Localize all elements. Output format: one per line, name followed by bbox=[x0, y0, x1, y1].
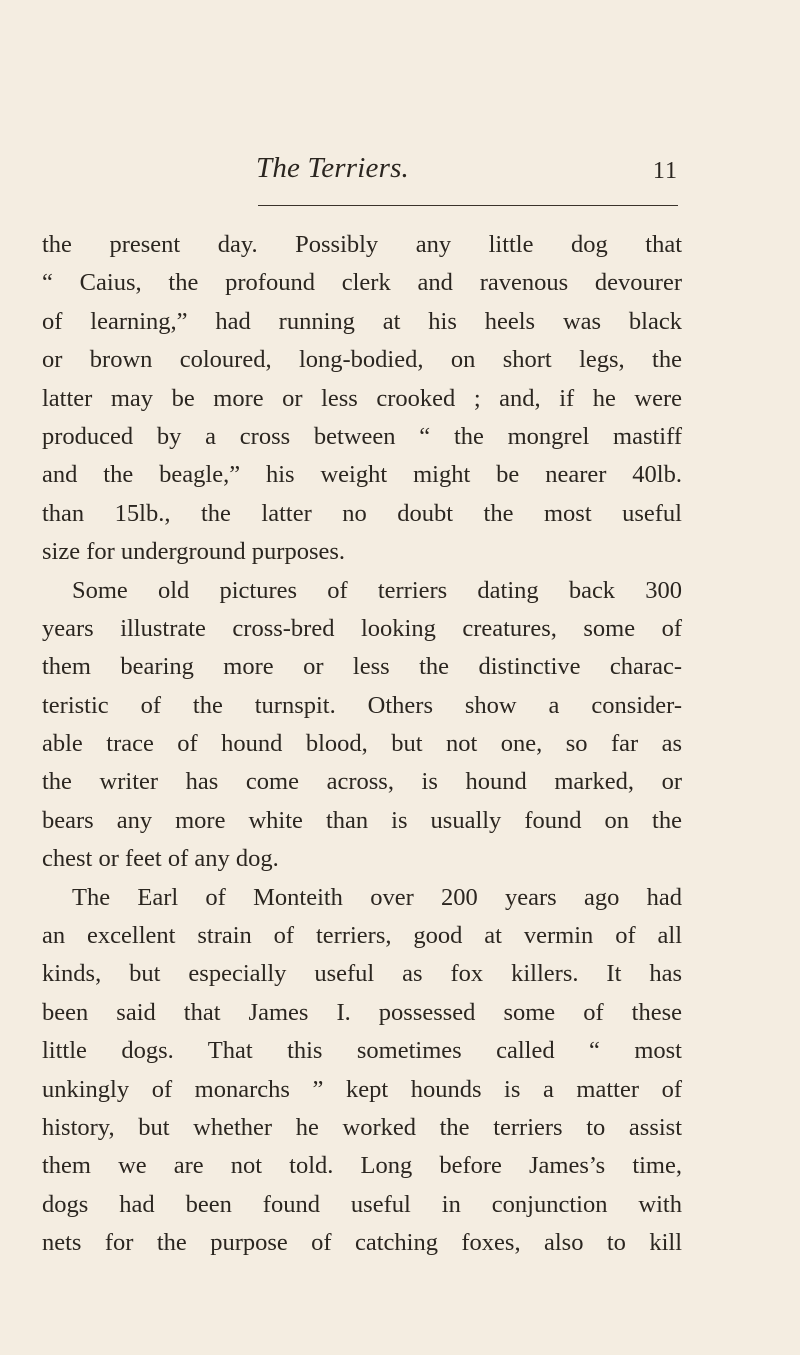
text-line: an excellent strain of terriers, good at vermin of all bbox=[42, 922, 682, 950]
text-line: dogs had been found useful in conjunction with bbox=[42, 1190, 682, 1218]
text-line: than 15lb., the latter no doubt the most useful bbox=[42, 499, 682, 527]
text-line: “ Caius, the profound clerk and ravenous devourer bbox=[42, 269, 682, 297]
text-line: of learning,” had running at his heels was black bbox=[42, 307, 682, 335]
text-line: years illustrate cross-bred looking creatures, some of bbox=[42, 614, 682, 642]
text-line: unkingly of monarchs ” kept hounds is a matter of bbox=[42, 1075, 682, 1103]
text-line: teristic of the turnspit. Others show a consider- bbox=[42, 691, 682, 719]
text-line: size for underground purposes. bbox=[42, 538, 346, 566]
text-line: Some old pictures of terriers dating back 300 bbox=[72, 576, 682, 604]
text-line: history, but whether he worked the terriers to assist bbox=[42, 1113, 682, 1141]
text-line: produced by a cross between “ the mongrel mastiff bbox=[42, 422, 682, 450]
page-number: 11 bbox=[652, 158, 678, 184]
text-line: able trace of hound blood, but not one, so far as bbox=[42, 730, 682, 758]
text-line: and the beagle,” his weight might be nearer 40lb. bbox=[42, 461, 682, 489]
text-line: or brown coloured, long-bodied, on short legs, the bbox=[42, 346, 682, 374]
text-line: bears any more white than is usually found on the bbox=[42, 806, 682, 834]
text-line: little dogs. That this sometimes called “ most bbox=[42, 1037, 682, 1065]
text-line: kinds, but especially useful as fox killers. It has bbox=[42, 960, 682, 988]
text-line: them bearing more or less the distinctive charac- bbox=[42, 653, 682, 681]
body-text bbox=[42, 226, 682, 1263]
text-line: nets for the purpose of catching foxes, also to kill bbox=[42, 1229, 682, 1257]
text-line: been said that James I. possessed some of these bbox=[42, 998, 682, 1026]
text-line: chest or feet of any dog. bbox=[42, 845, 279, 873]
running-head bbox=[256, 152, 686, 192]
text-line: the writer has come across, is hound marked, or bbox=[42, 768, 682, 796]
text-line: The Earl of Monteith over 200 years ago had bbox=[72, 883, 682, 911]
text-line: latter may be more or less crooked ; and, if he were bbox=[42, 384, 682, 412]
text-line: them we are not told. Long before James’s time, bbox=[42, 1152, 682, 1180]
header-rule bbox=[258, 205, 678, 206]
text-line: the present day. Possibly any little dog that bbox=[42, 231, 682, 258]
page-title: The Terriers. bbox=[256, 152, 410, 184]
